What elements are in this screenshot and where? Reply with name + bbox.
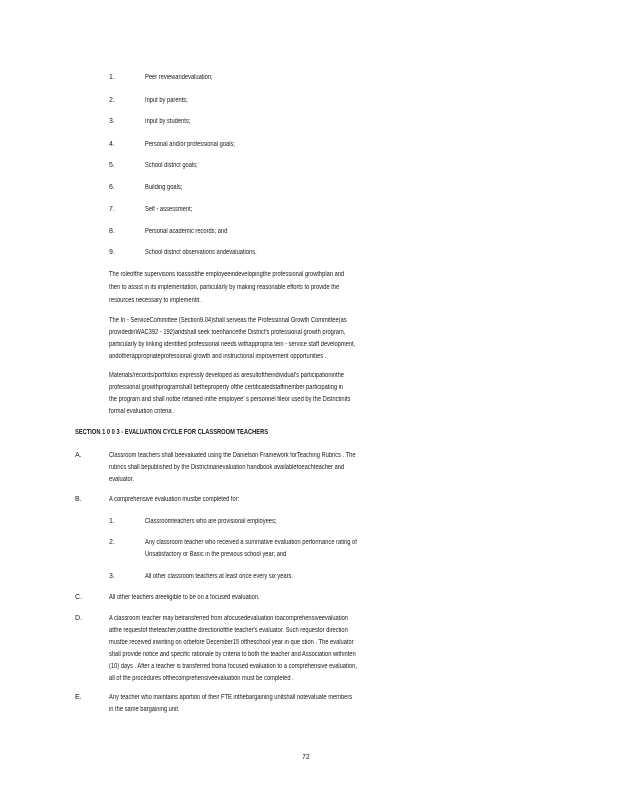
paragraph-line: the program and shall notbe retained inthe employee' s personnel fileor used by the Districtinits <box>109 396 351 403</box>
list-number: 1. <box>109 74 115 81</box>
list-number: 9. <box>109 249 115 256</box>
paragraph-line: shall provide notice and specific rationale by criteria to both the teacher and Association withinten <box>109 651 356 658</box>
paragraph-line: atthe requestof theteacher,orattthe directionofthe teacher's evaluator. Such requestor direction <box>109 627 348 634</box>
list-number: 5. <box>109 162 115 169</box>
list-text: Personal and/or professional goals; <box>145 141 235 148</box>
list-text: Input by students; <box>145 118 191 125</box>
list-number: 6. <box>109 184 115 191</box>
item-letter: C. <box>75 594 82 601</box>
item-letter: E. <box>75 694 82 701</box>
list-text: School district goals; <box>145 162 198 169</box>
paragraph-line: The In - ServiceCommittee (Section9.04)shall serveas the Professional Growth Committee(as <box>109 317 347 324</box>
list-number: 1. <box>109 518 115 525</box>
paragraph-line: in the same bargaining unit. <box>109 706 180 713</box>
paragraph-line: (10) days . After a teacher is transferred froma focused evaluation to a comprehensive evaluation, <box>109 663 357 670</box>
item-letter: D. <box>75 615 82 622</box>
list-number: 7. <box>109 206 115 213</box>
paragraph-line: Materials/records/portfolios expressly developed as aresultoftheindividual's participationinthe <box>109 372 344 379</box>
list-number: 8. <box>109 228 115 235</box>
list-number: 4. <box>109 141 115 148</box>
paragraph-line: particularly by linking identified professional needs withappropria tein - service staff development, <box>109 341 356 348</box>
list-text: Building goals; <box>145 184 183 191</box>
item-letter: B. <box>75 496 82 503</box>
paragraph-line: then to assist in its implementation, particularly by making reasonable efforts to provide the <box>109 284 340 291</box>
paragraph-line: A comprehensive evaluation mustbe completed for: <box>109 496 240 503</box>
paragraph-line: rubrics shall bepublished by the Districtinanevaluation handbook availabletoeachteacher and <box>109 464 345 471</box>
list-number: 3. <box>109 118 115 125</box>
paragraph-line: mustbe received inwriting on orbefore December15 oftheschool year in que stion . The evaluator <box>109 639 354 646</box>
paragraph-line: resources necessary to implementit . <box>109 297 203 304</box>
paragraph-line: evaluator. <box>109 476 134 483</box>
list-text: Any classroom teacher who received a summative evaluation performance rating of <box>145 539 357 546</box>
list-number: 3. <box>109 573 115 580</box>
paragraph-line: professional growthprogramshall betheproperty ofthe certificatedstaffmember participating in <box>109 384 344 391</box>
list-text: Self - assessment; <box>145 206 193 213</box>
list-text: Input by parents; <box>145 97 188 104</box>
paragraph-line: formal evaluation criteria . <box>109 408 175 415</box>
list-text: Peer reviewandevaluation; <box>145 74 213 81</box>
page-number: 72 <box>302 754 310 761</box>
paragraph-line: all of the procedures ofthecomprehensiveevaluation must be completed . <box>109 675 294 682</box>
paragraph-line: A classroom teacher may betransferred from afocusedevaluation toacomprehensiveevaluation <box>109 615 348 622</box>
paragraph-line: andotherappropriateprofessional growth and instructional improvement opportunities . <box>109 353 327 360</box>
list-text: School district observations andevaluations. <box>145 249 257 256</box>
list-text: All other classroom teachers at least once every six years. <box>145 573 294 580</box>
list-text: Classroomteachers who are provisional employees; <box>145 518 277 525</box>
paragraph-line: providedinWAC392 - 192)andshall seek toenhancethe District's professional growth program, <box>109 329 346 336</box>
list-text: Unsatisfactory or Basic in the previous school year; and <box>145 551 287 558</box>
section-heading: SECTION 1 0 0 3 - EVALUATION CYCLE FOR CLASSROOM TEACHERS <box>75 429 269 436</box>
paragraph-line: The roleofthe supervisoris toassistthe employeeindevelopingthe professional growthplan and <box>109 271 345 278</box>
paragraph-line: All other teachers areeligible to be on a focused evaluation. <box>109 594 260 601</box>
paragraph-line: Classroom teachers shall beevaluated using the Danielson Framework forTeaching Rubrics . The <box>109 452 356 459</box>
list-number: 2. <box>109 97 115 104</box>
list-text: Personal academic records; and <box>145 228 228 235</box>
paragraph-line: Any teacher who maintains aportion of their FTE inthebargaining unitshall notevaluate members <box>109 694 353 701</box>
list-number: 2. <box>109 539 115 546</box>
item-letter: A. <box>75 452 82 459</box>
